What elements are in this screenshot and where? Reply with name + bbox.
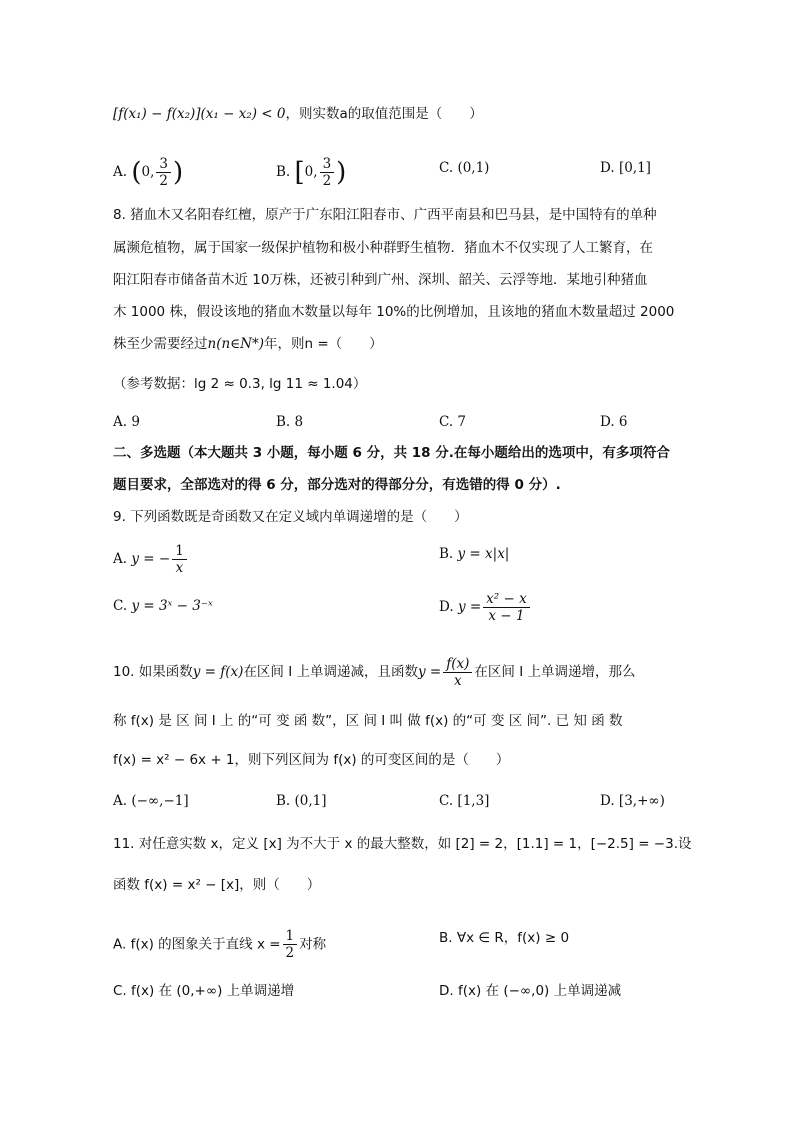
q10-option-c: C. [1,3] xyxy=(439,793,490,809)
q11-option-a-pre: A. f(x) 的图象关于直线 x = xyxy=(113,936,281,953)
q8-line-4: 木 1000 株，假设该地的猪血木数量以每年 10%的比例增加，且该地的猪血木数量超过 2000 xyxy=(113,304,675,320)
q10-line-1-den: x xyxy=(454,673,462,689)
q10-line-1-b: 在区间 I 上单调递减，且函数 xyxy=(243,664,419,680)
q10-line-1-math-1: y = f(x) xyxy=(192,664,244,680)
q11-option-a-post: 对称 xyxy=(299,936,327,953)
q11-option-d: D. f(x) 在 (−∞,0) 上单调递减 xyxy=(439,983,622,999)
q9-option-d xyxy=(439,591,532,624)
q9-option-c-math: y = 3ˣ − 3⁻ˣ xyxy=(131,598,213,614)
q10-line-1-a: 10. 如果函数 xyxy=(113,664,193,680)
q9-option-a-num: 1 xyxy=(172,543,187,560)
section-2-heading-line-1: 二、多选题（本大题共 3 小题，每小题 6 分，共 18 分.在每小题给出的选项中，有多项符合 xyxy=(113,445,670,461)
q8-option-a: A. 9 xyxy=(113,414,140,430)
q8-line-5-math: n(n∈N*) xyxy=(207,336,264,352)
q7-condition-line xyxy=(113,104,483,124)
section-2-heading-line-2: 题目要求，全部选对的得 6 分，部分选对的得部分分，有选错的得 0 分）. xyxy=(113,477,561,493)
q9-option-a-pre: y = − xyxy=(131,551,171,567)
q11-option-b: B. ∀x ∈ R，f(x) ≥ 0 xyxy=(439,930,570,946)
q7-option-c xyxy=(439,158,489,178)
q8-option-d: D. 6 xyxy=(600,414,628,430)
q10-line-1-num: f(x) xyxy=(443,656,472,673)
q8-line-3: 阳江阳春市储备苗木近 10万株，还被引种到广州、深圳、韶关、云浮等地．某地引种猪血 xyxy=(113,272,648,288)
q7-option-b-lower: 0, xyxy=(304,164,318,180)
q7-option-a-den: 2 xyxy=(159,173,168,189)
q10-line-1-c: 在区间 I 上单调递增，那么 xyxy=(474,664,636,680)
q8-line-5-pre: 株至少需要经过 xyxy=(113,336,208,352)
q9-option-b-label: B. xyxy=(439,546,454,562)
q7-option-b-den: 2 xyxy=(322,173,332,189)
q10-line-1 xyxy=(113,656,635,689)
q8-line-1: 8. 猪血木又名阳春红檀，原产于广东阳江阳春市、广西平南县和巴马县，是中国特有的单种 xyxy=(113,207,657,223)
q7-option-b-num: 3 xyxy=(320,156,335,173)
q11-option-c: C. f(x) 在 (0,+∞) 上单调递增 xyxy=(113,983,295,999)
q9-option-d-label: D. xyxy=(439,599,454,615)
q8-option-b: B. 8 xyxy=(276,414,304,430)
q9-option-b-math: y = x|x| xyxy=(457,546,510,562)
q11-option-a xyxy=(113,928,326,961)
q11-line-2: 函数 f(x) = x² − [x]，则（ ） xyxy=(113,877,321,893)
q10-line-1-math-2-pre: y = xyxy=(418,664,442,680)
q7-option-a: A. (0, $\frac{3}{2}$ ) xyxy=(113,156,184,189)
q8-line-5 xyxy=(113,334,383,354)
q8-option-c: C. 7 xyxy=(439,414,467,430)
q7-option-a-num: 3 xyxy=(156,156,171,173)
q7-option-a-lower: 0, xyxy=(141,164,155,180)
q7-option-c-label: C. xyxy=(439,160,454,176)
q7-option-b: B. [0, $\frac{3}{2}$ ) xyxy=(276,156,347,189)
q10-option-b: B. (0,1] xyxy=(276,793,327,809)
q8-reference-data: （参考数据：lg 2 ≈ 0.3, lg 11 ≈ 1.04） xyxy=(113,376,367,392)
q7-option-d-label: D. xyxy=(600,160,615,176)
q8-line-5-post: 年，则n =（ ） xyxy=(263,336,383,352)
q7-option-a-label: A. xyxy=(113,164,128,180)
q11-line-1: 11. 对任意实数 x，定义 [x] 为不大于 x 的最大整数，如 [2] = 2，[1.1] = 1，[−2.5] = −3.设 xyxy=(113,836,692,852)
q9-option-a xyxy=(113,543,189,576)
q7-option-d xyxy=(600,158,651,178)
q8-line-2: 属濒危植物，属于国家一级保护植物和极小种群野生植物．猪血木不仅实现了人工繁育，在 xyxy=(113,240,653,256)
q10-line-2: 称 f(x) 是 区 间 I 上 的“可 变 函 数”，区 间 I 叫 做 f(x) 的“可 变 区 间”. 已 知 函 数 xyxy=(113,713,623,729)
q9-option-b xyxy=(439,544,509,564)
q7-option-d-math: [0,1] xyxy=(618,160,651,176)
q10-option-a: A. (−∞,−1] xyxy=(113,793,189,809)
q9-option-d-den: x − 1 xyxy=(488,608,525,624)
q7-option-c-math: (0,1) xyxy=(457,160,490,176)
q11-option-a-den: 2 xyxy=(285,945,295,961)
q9-option-c xyxy=(113,596,213,616)
q7-option-b-label: B. xyxy=(276,164,291,180)
q10-line-3: f(x) = x² − 6x + 1，则下列区间为 f(x) 的可变区间的是（ ） xyxy=(113,752,510,768)
q7-condition-math: [f(x₁) − f(x₂)](x₁ − x₂) < 0 xyxy=(113,106,286,122)
q7-condition-text: ，则实数a的取值范围是（ ） xyxy=(285,106,483,122)
q9-option-d-num: x² − x xyxy=(483,591,530,608)
q9-option-c-label: C. xyxy=(113,598,128,614)
q10-option-d: D. [3,+∞) xyxy=(600,793,665,809)
q9-stem: 9. 下列函数既是奇函数又在定义域内单调递增的是（ ） xyxy=(113,509,468,525)
q9-option-a-label: A. xyxy=(113,551,128,567)
q9-option-d-pre: y = xyxy=(457,599,482,615)
q11-option-a-num: 1 xyxy=(283,928,298,945)
q9-option-a-den: x xyxy=(175,560,184,576)
